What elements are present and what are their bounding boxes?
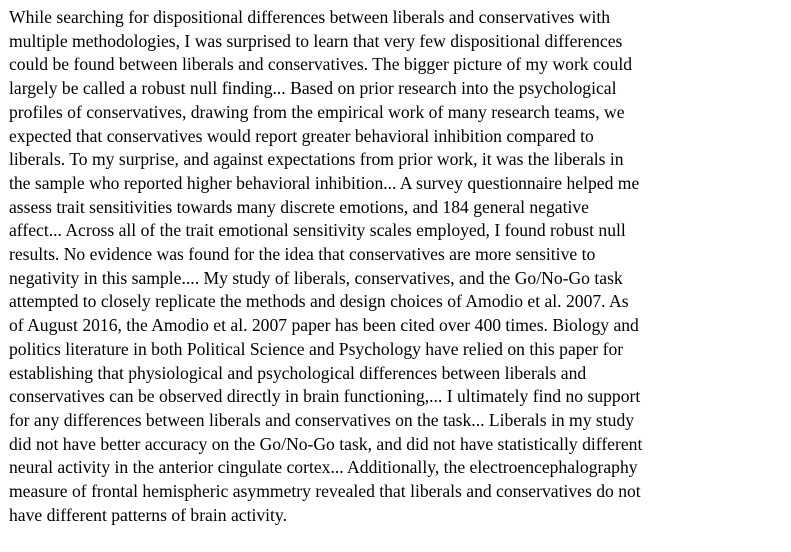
- text-line: the sample who reported higher behavioral inhibition... A survey questionnaire helped me: [9, 172, 640, 193]
- text-line: conservatives can be observed directly in brain functioning,... I ultimately find no support: [9, 386, 641, 407]
- text-line: results. No evidence was found for the idea that conservatives are more sensitive to: [9, 244, 596, 265]
- text-line: attempted to closely replicate the methods and design choices of Amodio et al. 2007. As: [9, 291, 629, 312]
- text-line: neural activity in the anterior cingulate cortex... Additionally, the electroencephalography: [9, 457, 638, 478]
- text-line: expected that conservatives would report greater behavioral inhibition compared to: [9, 125, 594, 146]
- text-line: While searching for dispositional differences between liberals and conservatives with: [9, 7, 611, 27]
- text-line: liberals. To my surprise, and against expectations from prior work, it was the liberals in: [9, 149, 624, 170]
- text-line: assess trait sensitivities towards many discrete emotions, and 184 general negative: [9, 196, 589, 217]
- text-line: affect... Across all of the trait emotional sensitivity scales employed, I found robust null: [9, 220, 626, 241]
- text-line: largely be called a robust null finding... Based on prior research into the psychological: [9, 78, 617, 99]
- text-line: politics literature in both Political Science and Psychology have relied on this paper for: [9, 338, 624, 359]
- text-line: establishing that physiological and psychological differences between liberals and: [9, 362, 587, 383]
- text-line: have different patterns of brain activity.: [9, 504, 287, 525]
- text-line: did not have better accuracy on the Go/No-Go task, and did not have statistically different: [9, 433, 643, 454]
- text-line: could be found between liberals and conservatives. The bigger picture of my work could: [9, 54, 633, 75]
- text-line: multiple methodologies, I was surprised to learn that very few dispositional differences: [9, 30, 623, 51]
- text-line: negativity in this sample.... My study of liberals, conservatives, and the Go/No-Go task: [9, 267, 623, 288]
- text-line: profiles of conservatives, drawing from the empirical work of many research teams, we: [9, 101, 625, 122]
- text-line: for any differences between liberals and conservatives on the task... Liberals in my study: [9, 409, 635, 430]
- text-line: of August 2016, the Amodio et al. 2007 paper has been cited over 400 times. Biology and: [9, 315, 639, 336]
- text-line: measure of frontal hemispheric asymmetry revealed that liberals and conservatives do not: [9, 481, 641, 502]
